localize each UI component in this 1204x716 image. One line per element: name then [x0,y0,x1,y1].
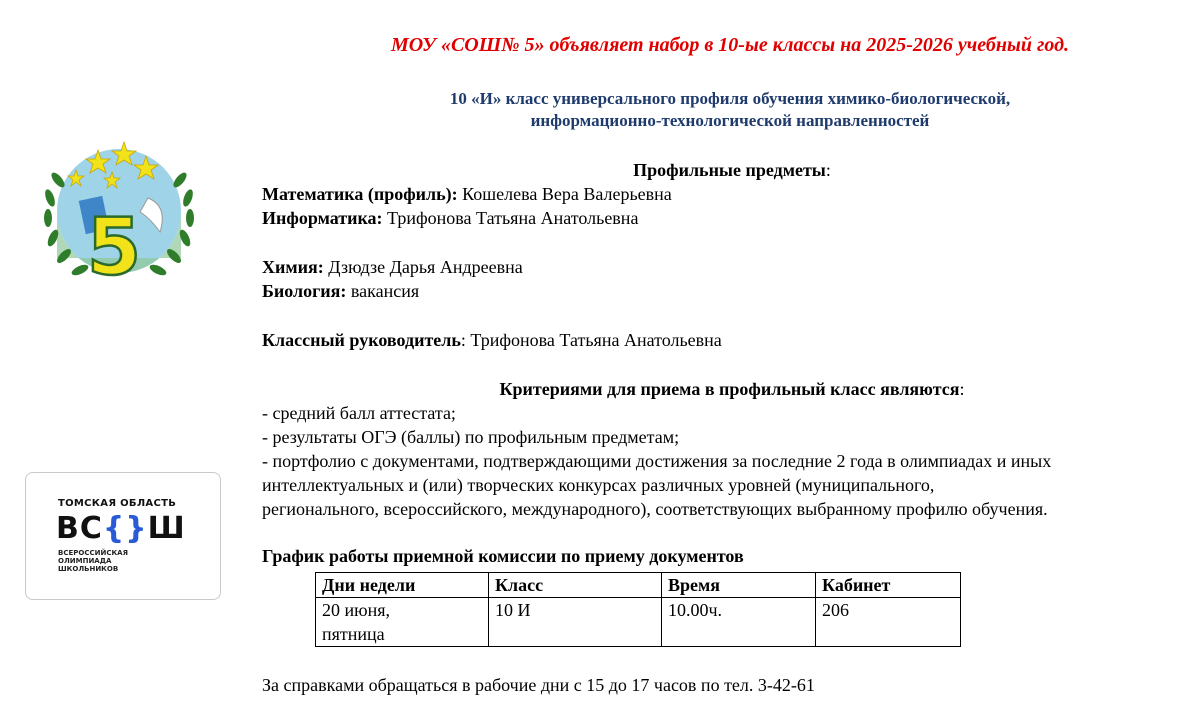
profile-heading-text: Профильные предметы [633,160,826,180]
profile-heading-suffix: : [825,160,831,180]
schedule-row [316,598,961,647]
subject-row [262,182,1202,206]
criteria-heading-text: Критериями для приема в профильный класс являются [499,379,960,399]
vsosh-subtitle [58,549,178,573]
vsosh-sub-line: ШКОЛЬНИКОВ [58,565,119,573]
vsosh-region: ТОМСКАЯ ОБЛАСТЬ [58,498,177,509]
vsosh-logo [25,472,221,600]
subject-row [262,206,1202,230]
criteria-line: - результаты ОГЭ (баллы) по профильным предметам; [262,427,680,447]
vsosh-mark-brace: {} [102,511,148,546]
subject-row [262,255,1202,279]
col-header-time: Время [662,573,816,598]
col-header-class: Класс [489,573,662,598]
cell-day [316,598,489,647]
emblem-number: 5 [86,203,142,293]
page-title: МОУ «СОШ№ 5» объявляет набор в 10-ые классы на 2025-2026 учебный год. [390,34,1070,56]
cell-room: 206 [816,598,961,647]
contact-footer: За справками обращаться в рабочие дни с 15 до 17 часов по тел. 3-42-61 [262,675,815,695]
col-header-days: Дни недели [316,573,489,598]
subject-name: Химия: [262,257,324,277]
criteria-heading-suffix: : [959,379,965,399]
class-teacher-sep: : [460,330,466,350]
subject-name: Биология: [262,281,347,301]
class-subtitle [300,88,1160,132]
main-content [262,158,1202,568]
schedule-header-row [316,573,961,598]
subject-name: Математика (профиль): [262,184,458,204]
class-teacher-row [262,328,1202,352]
vsosh-mark [56,511,186,546]
schedule-table [315,572,961,647]
cell-class: 10 И [489,598,662,647]
col-header-room: Кабинет [816,573,961,598]
criteria-line: - средний балл аттестата; [262,403,456,423]
subject-row [262,279,1202,303]
class-teacher-label: Классный руководитель [262,330,461,350]
vsosh-sub-line: ОЛИМПИАДА [58,557,112,565]
subject-teacher: Кошелева Вера Валерьевна [462,184,672,204]
subject-teacher: Трифонова Татьяна Анатольевна [387,208,639,228]
cell-time: 10.00ч. [662,598,816,647]
cell-day-line1: 20 июня, [322,600,390,620]
criteria-line: интеллектуальных и (или) творческих конкурсах различных уровней (муниципального, [262,475,935,495]
subject-name: Информатика: [262,208,383,228]
subject-teacher: вакансия [350,281,420,301]
class-teacher-name: Трифонова Татьяна Анатольевна [470,330,722,350]
vsosh-sub-line: ВСЕРОССИЙСКАЯ [58,549,128,557]
school-emblem-logo [36,128,202,294]
schedule-heading: График работы приемной комиссии по приему документов [262,546,744,566]
criteria-heading [262,377,1202,401]
vsosh-mark-right: Ш [147,511,186,546]
subtitle-line-1: 10 «И» класс универсального профиля обучения химико-биологической, [449,89,1011,108]
vsosh-mark-left: ВС [56,511,103,546]
criteria-line: регионального, всероссийского, международного), соответствующих выбранному профилю обучения. [262,499,1048,519]
subject-teacher: Дзюдзе Дарья Андреевна [328,257,523,277]
profile-heading [262,158,1202,182]
criteria-line: - портфолио с документами, подтверждающими достижения за последние 2 года в олимпиадах и иных [262,451,1052,471]
cell-day-line2: пятница [322,624,385,644]
subtitle-line-2: информационно-технологической направленностей [530,111,930,130]
